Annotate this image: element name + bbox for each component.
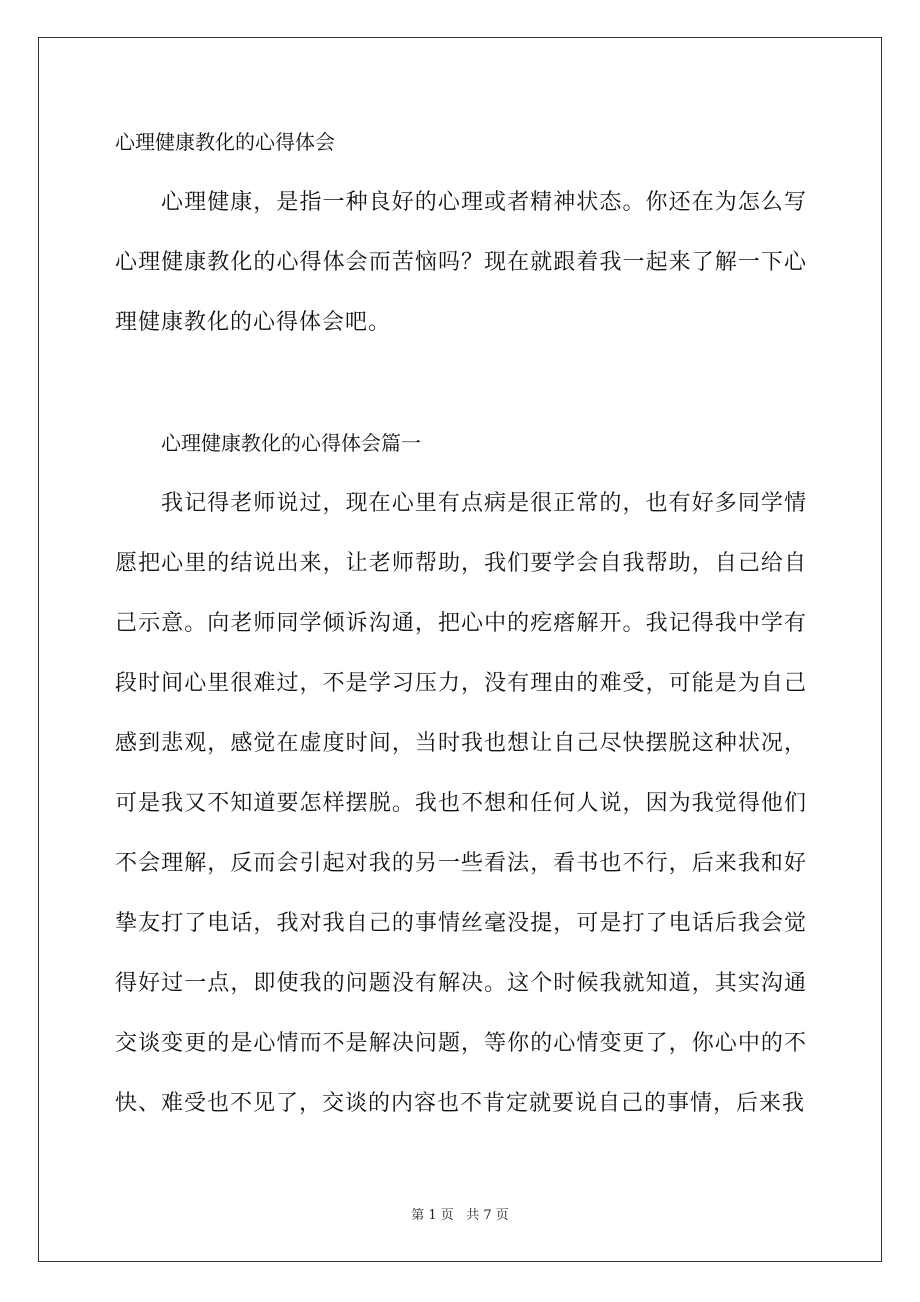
intro-paragraph: 心理健康，是指一种良好的心理或者精神状态。你还在为怎么写心理健康教化的心得体会而苦恼吗？现在就跟着我一起来了解一下心理健康教化的心得体会吧。: [115, 190, 807, 335]
section-body-paragraph: 我记得老师说过，现在心里有点病是很正常的，也有好多同学情愿把心里的结说出来，让老师帮助，我们要学会自我帮助，自己给自己示意。向老师同学倾诉沟通，把心中的疙瘩解开。我记得我中学有段时间心里很难过，不是学习压力，没有理由的难受，可能是为自己感到悲观，感觉在虚度时间，当时我也想让自己尽快摆脱这种状况，可是我又不知道要怎样摆脱。我也不想和任何人说，因为我觉得他们不会理解，反而会引起对我的另一些看法，看书也不行，后来我和好挚友打了电话，我对我自己的事情丝毫没提，可是打了电话后我会觉得好过一点，即使我的问题没有解决。这个时候我就知道，其实沟通交谈变更的是心情而不是解决问题，等你的心情变更了，你心中的不快、难受也不见了，交谈的内容也不肯定就要说自己的事情，后来我: [115, 491, 807, 1116]
document-title: 心理健康教化的心得体会: [115, 130, 335, 154]
section-heading: 心理健康教化的心得体会篇一: [161, 431, 421, 455]
page-number-footer: 第 1 页 共 7 页: [411, 1208, 509, 1223]
